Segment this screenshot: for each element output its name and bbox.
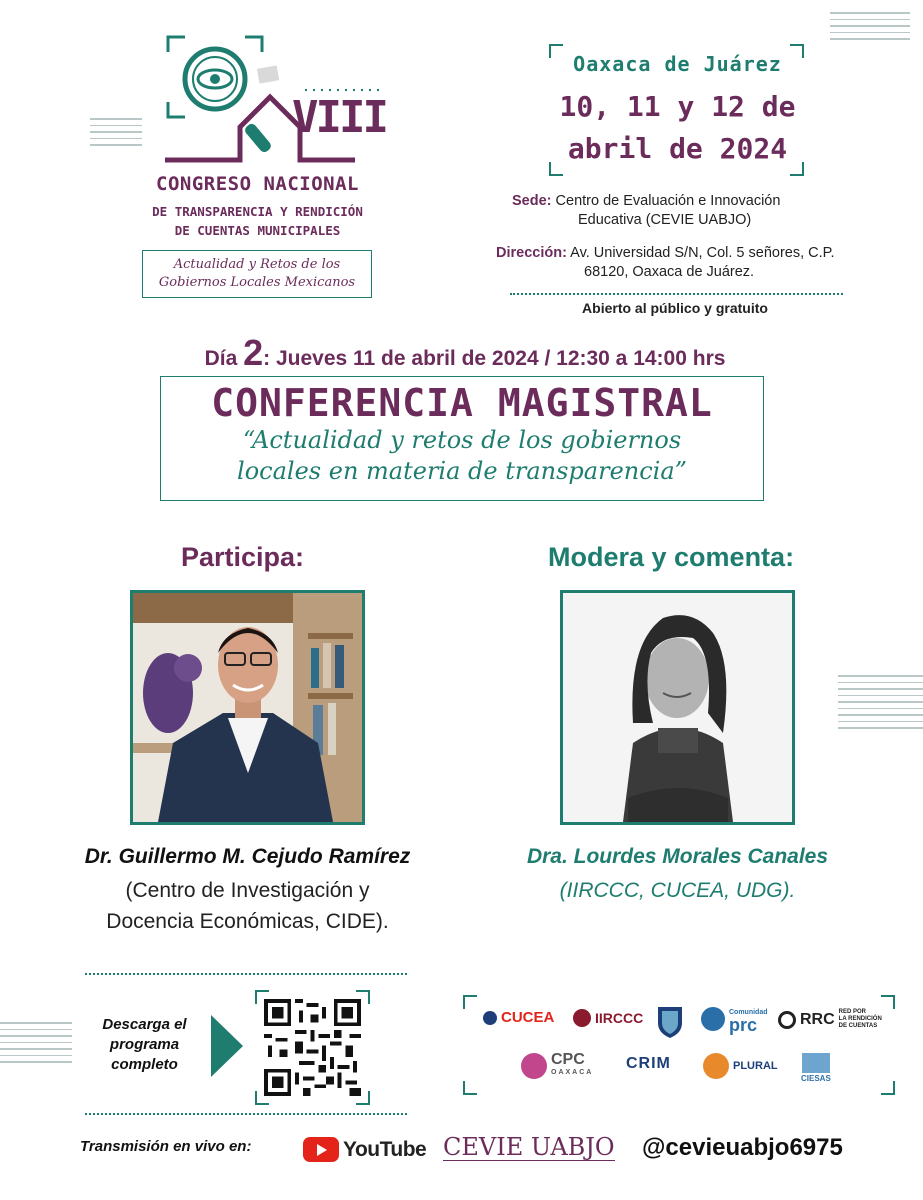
logo-shield	[656, 1003, 684, 1039]
participant-heading: Participa:	[181, 542, 305, 572]
moderator-photo	[560, 590, 795, 825]
direccion-value-line1: Av. Universidad S/N, Col. 5 señores, C.P.	[570, 245, 835, 261]
congress-subtitle-line2: DE CUENTAS MUNICIPALES	[174, 223, 341, 238]
udg-seal-icon	[483, 1011, 497, 1025]
participant-affiliation-line1: (Centro de Investigación y	[125, 879, 370, 902]
download-line3: completo	[111, 1056, 178, 1073]
cevie-channel-link[interactable]: CEVIE UABJO	[443, 1133, 615, 1161]
qr-code[interactable]	[255, 990, 370, 1105]
logo-plural-ciesas: PLURAL	[703, 1053, 778, 1079]
day-label: Día	[204, 347, 238, 370]
participant-name: Dr. Guillermo M. Cejudo Ramírez	[84, 845, 411, 868]
sede-value-line2: Educativa (CEVIE UABJO)	[578, 212, 752, 228]
decor-stripes-left-bottom	[0, 1022, 72, 1068]
participant-affiliation-line2: Docencia Económicas, CIDE).	[106, 910, 389, 933]
direccion-value-line2: 68120, Oaxaca de Juárez.	[584, 264, 755, 280]
participant-portrait-image	[133, 593, 362, 822]
theme-line2: Gobiernos Locales Mexicanos	[158, 275, 356, 290]
day-number: 2	[243, 332, 264, 373]
download-line2: programa	[109, 1036, 180, 1053]
moderator-name: Dra. Lourdes Morales Canales	[526, 845, 829, 868]
event-city: Oaxaca de Juárez	[573, 52, 782, 76]
logo-crim: CRIM	[626, 1055, 671, 1072]
logo-iirccc: IIRCCC	[573, 1009, 643, 1027]
rrc-emblem-icon	[778, 1011, 796, 1029]
cpc-emblem-icon	[521, 1053, 547, 1079]
channel-handle[interactable]: @cevieuabjo6975	[642, 1134, 843, 1161]
divider-dotted	[510, 293, 843, 295]
logo-cpc: CPC OAXACA	[521, 1053, 593, 1079]
conference-box	[160, 376, 764, 501]
participant-photo	[130, 590, 365, 825]
ciesas-emblem-icon	[802, 1053, 830, 1073]
divider-dotted-bottom-top	[85, 973, 407, 975]
congress-numeral: VIII	[292, 92, 386, 143]
congress-theme-box	[142, 250, 372, 298]
shield-icon	[656, 1003, 684, 1039]
event-dates-line1: 10, 11 y 12 de	[559, 90, 796, 123]
conference-title: CONFERENCIA MAGISTRAL	[211, 381, 713, 425]
decor-stripes-top-right	[830, 12, 910, 45]
session-day-line	[120, 332, 810, 374]
decor-stripes-right-middle	[838, 675, 923, 734]
sponsor-logos-frame	[463, 995, 895, 1095]
decor-stripes-left-upper	[90, 118, 142, 151]
youtube-label: YouTube	[343, 1137, 427, 1161]
moderator-affiliation: (IIRCCC, CUCEA, UDG).	[559, 879, 796, 902]
arrow-right-icon	[211, 1015, 243, 1077]
address-info	[496, 244, 876, 282]
prc-emblem-icon	[701, 1007, 725, 1031]
livestream-label: Transmisión en vivo en:	[80, 1138, 252, 1155]
conference-quote-line1: “Actualidad y retos de los gobiernos	[242, 426, 682, 454]
venue-info	[512, 192, 872, 230]
qr-code-icon	[264, 999, 361, 1096]
day-colon: :	[263, 347, 271, 370]
event-dates-line2: abril de 2024	[567, 132, 788, 165]
plural-emblem-icon	[703, 1053, 729, 1079]
sede-label: Sede:	[512, 193, 552, 209]
congress-subtitle-line1: DE TRANSPARENCIA Y RENDICIÓN	[152, 204, 363, 219]
moderator-portrait-image	[563, 593, 792, 822]
open-to-public: Abierto al público y gratuito	[582, 300, 768, 316]
download-program-text	[82, 1015, 207, 1075]
logo-cucea: CUCEA	[483, 1009, 554, 1026]
sede-value-line1: Centro de Evaluación e Innovación	[555, 193, 781, 209]
logo-comunidad-prc: Comunidad prc	[701, 1007, 768, 1031]
direccion-label: Dirección:	[496, 245, 567, 261]
iirccc-emblem-icon	[573, 1009, 591, 1027]
download-line1: Descarga el	[102, 1016, 187, 1033]
logo-rrc: RRC RED POR LA RENDICIÓN DE CUENTAS	[778, 1009, 882, 1030]
moderator-heading: Modera y comenta:	[548, 542, 795, 572]
divider-dotted-bottom-bottom	[85, 1113, 407, 1115]
youtube-link[interactable]	[303, 1137, 426, 1162]
day-datetime: Jueves 11 de abril de 2024 / 12:30 a 14:00 hrs	[270, 347, 726, 370]
logo-ciesas: CIESAS	[801, 1053, 831, 1083]
theme-line1: Actualidad y Retos de los	[173, 257, 341, 272]
youtube-icon	[303, 1137, 339, 1162]
conference-quote-line2: locales en materia de transparencia”	[237, 457, 687, 485]
congress-title: CONGRESO NACIONAL	[156, 173, 359, 195]
